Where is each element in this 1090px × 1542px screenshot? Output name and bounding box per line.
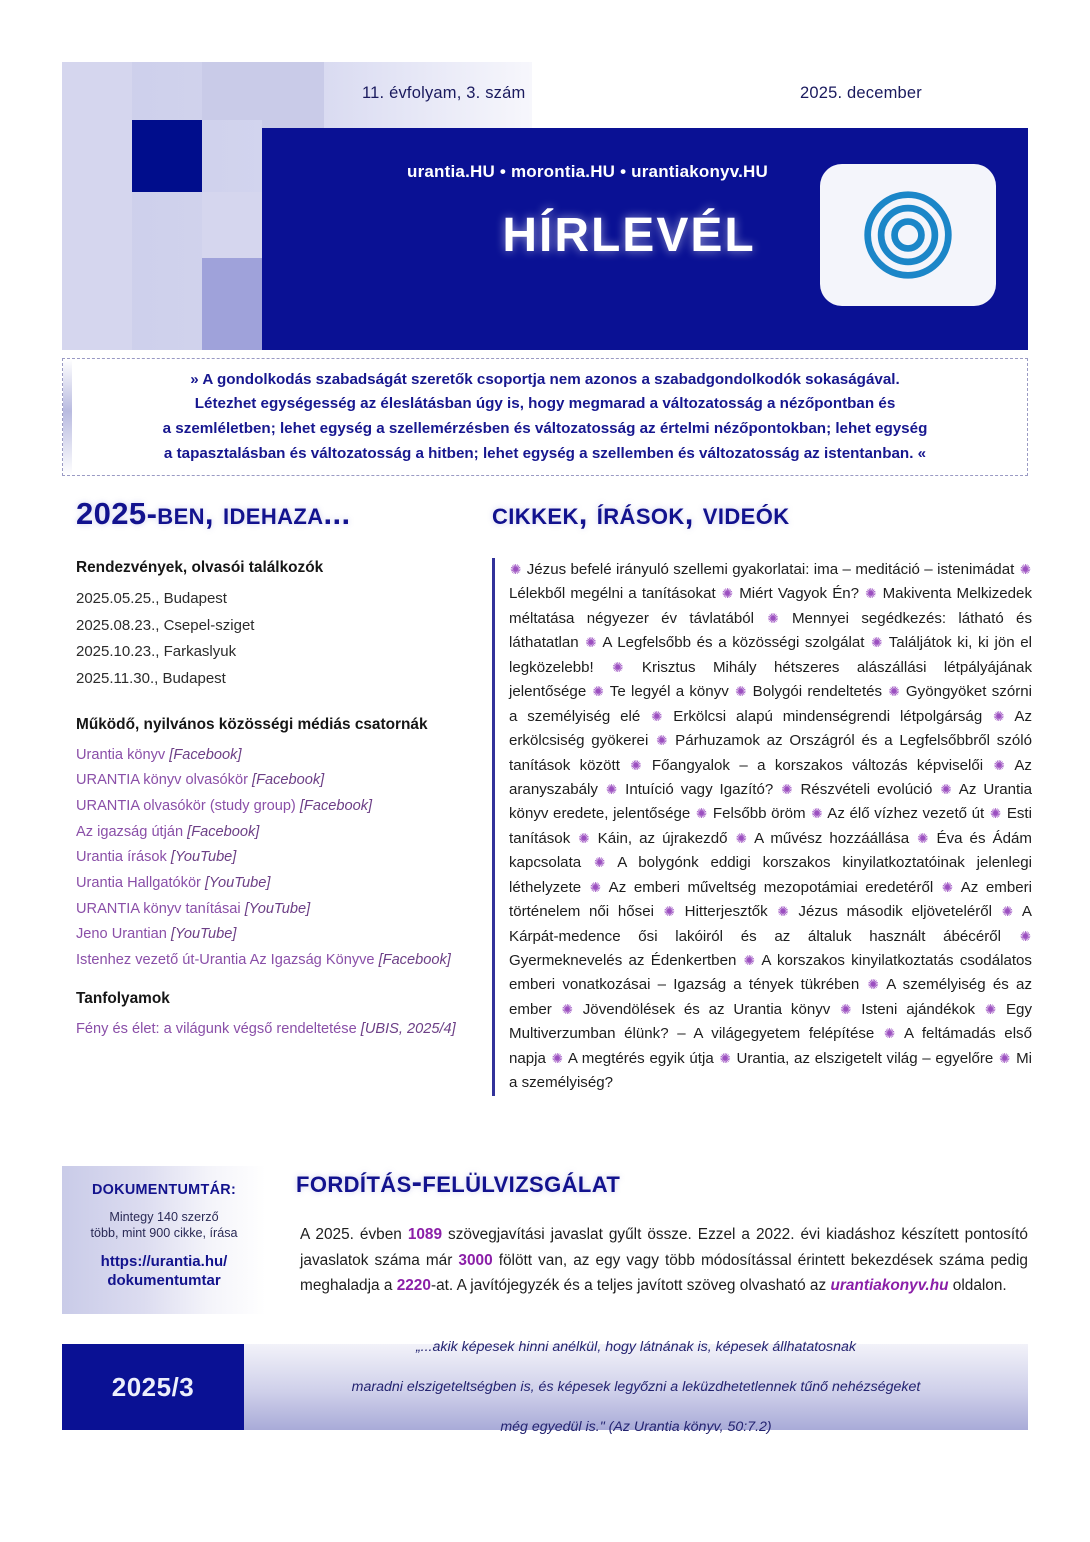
quote-banner-text (95, 368, 995, 467)
flower-bullet-icon: ✺ (589, 879, 601, 895)
revision-text: oldalon. (948, 1277, 1007, 1295)
flower-bullet-icon: ✺ (651, 708, 663, 724)
article-item[interactable]: Miért Vagyok Én? (734, 585, 865, 603)
issue-line (362, 84, 922, 103)
concentric-rings-logo-icon (860, 187, 956, 283)
channel-name: Urantia írások (76, 849, 167, 866)
document-archive-url-line: https://urantia.hu/ (100, 1253, 228, 1271)
article-item[interactable]: Te legyél a könyv (604, 683, 735, 701)
flower-bullet-icon: ✺ (585, 635, 597, 651)
article-item[interactable]: A bolygónk eddigi korszakos kinyilatkoztatóinak jelenlegi léthelyzete (509, 854, 1032, 896)
article-item[interactable]: A Legfelsőbb és a közösségi szolgálat (597, 634, 871, 652)
flower-bullet-icon: ✺ (551, 1050, 563, 1066)
flower-bullet-icon: ✺ (735, 684, 747, 700)
quote-line: a tapasztalásban és változatosság a hitben; lehet egység a szellemben és változatosság az istentanban. « (163, 444, 927, 462)
article-item[interactable]: Mennyei segédkezés: látható és láthatatlan (509, 609, 1032, 652)
flower-bullet-icon: ✺ (941, 879, 954, 895)
flower-bullet-icon: ✺ (871, 635, 883, 651)
quote-line: Létezhet egységesség az éleslátásban úgy is, hogy megmarad a változatosság a nézőpontban és (194, 395, 896, 413)
course-link[interactable] (76, 1017, 466, 1043)
masthead (62, 62, 1028, 350)
flower-bullet-icon: ✺ (612, 659, 624, 675)
articles-list (492, 558, 1032, 1096)
course-platform: [UBIS, 2025/4] (360, 1020, 456, 1037)
flower-bullet-icon: ✺ (984, 1001, 997, 1017)
channel-link[interactable] (76, 948, 466, 974)
article-item[interactable]: A személyiség és az ember (509, 976, 1032, 1018)
channel-name: URANTIA könyv tanításai (76, 900, 241, 917)
article-item[interactable]: Esti tanítások (509, 805, 1032, 847)
article-item[interactable]: Jézus befelé irányuló szellemi gyakorlatai: ima – meditáció – istenimádat (522, 561, 1019, 578)
page-title: hírlevél (502, 190, 756, 266)
footer-quote-text (316, 1337, 957, 1438)
events-heading: Rendezvények, olvasói találkozók (76, 559, 324, 576)
channel-name: Istenhez vezető út-Urantia Az Igazság Könyve (76, 952, 375, 969)
article-item[interactable]: Gyermeknevelés az Édenkertben (509, 952, 743, 969)
footer-quote-line: „...akik képesek hinni anélkül, hogy látnának is, képesek állhatatosnak (415, 1338, 857, 1355)
channel-platform: [Facebook] (169, 746, 242, 763)
document-archive-title: DOKUMENTUMTÁR: (91, 1182, 237, 1198)
left-column (76, 496, 466, 1043)
flower-bullet-icon: ✺ (917, 830, 929, 846)
flower-bullet-icon: ✺ (605, 781, 618, 797)
article-item[interactable]: Egy Multiverzumban élünk? – A világegyetem felépítése (509, 1000, 1032, 1043)
article-item[interactable]: A feltámadás első napja (509, 1025, 1032, 1067)
article-item[interactable]: Urantia, az elszigetelt világ – egyelőre (731, 1049, 999, 1067)
channel-platform: [Facebook] (252, 772, 325, 789)
flower-bullet-icon: ✺ (721, 586, 734, 602)
article-item[interactable]: Bolygói rendeltetés (747, 683, 888, 701)
flower-bullet-icon: ✺ (593, 855, 606, 871)
mosaic-square-lavender-5 (202, 192, 264, 258)
document-archive-url-line: dokumentumtar (107, 1271, 221, 1289)
channel-name: Urantia könyv (76, 746, 166, 763)
channel-link[interactable] (76, 820, 466, 846)
sites-line: urantia.HU • morontia.HU • urantiakonyv.HU (407, 162, 768, 181)
channel-name: Urantia Hallgatókör (76, 875, 201, 892)
revision-text: szövegjavítási javaslat gyűlt össze. Ezzel a 2022. évi kiadáshoz készített pontosító javaslatok száma már (300, 1226, 1028, 1269)
article-item[interactable]: Makiventa Melkizedek méltatása négyezer év távlatából (509, 585, 1032, 627)
flower-bullet-icon: ✺ (999, 1050, 1011, 1066)
event-item: 2025.10.23., Farkaslyuk (76, 643, 237, 661)
flower-bullet-icon: ✺ (888, 684, 900, 700)
channel-link[interactable] (76, 897, 466, 923)
article-item[interactable]: Lélekből megélni a tanításokat (509, 585, 721, 603)
mosaic-square-lavender-2 (202, 62, 262, 120)
quote-banner (62, 358, 1028, 476)
flower-bullet-icon: ✺ (840, 1001, 852, 1017)
article-item[interactable]: Isteni ajándékok (852, 1000, 984, 1018)
footer-quote-line: maradni elszigeteltségben is, és képesek legyőzni a leküzdhetetlennek tűnő nehézségeket (351, 1378, 921, 1395)
flower-bullet-icon: ✺ (993, 757, 1005, 773)
article-item[interactable]: Gyöngyöket szórni a személyiség elé (509, 683, 1033, 725)
courses-heading: Tanfolyamok (76, 989, 170, 1007)
channel-name: URANTIA könyv olvasókör (76, 772, 248, 789)
revision-text: A 2025. évben (300, 1226, 408, 1243)
revision-text: fölött van, az egy vagy több módosítással érintett bekezdések száma pedig meghaladja a (300, 1251, 1028, 1295)
article-item[interactable]: Jézus második eljöveteléről (789, 903, 1001, 921)
mosaic-square-mid-3 (202, 258, 264, 350)
flower-bullet-icon: ✺ (719, 1050, 731, 1066)
revision-number: 3000 (458, 1251, 493, 1269)
revision-title: fordítás-felülvizsgálat (296, 1164, 621, 1199)
flower-bullet-icon: ✺ (1019, 928, 1031, 944)
channel-link[interactable] (76, 743, 466, 769)
article-item[interactable]: Az aranyszabály (509, 756, 1032, 798)
footer (62, 1338, 1028, 1436)
document-archive-subtitle-line: több, mint 900 cikke, írása (90, 1226, 238, 1241)
revision-text: -at. A javítójegyzék és a teljes javított szöveg olvasható az (430, 1277, 831, 1295)
revision-body (300, 1222, 1028, 1299)
channel-platform: [YouTube] (244, 900, 311, 917)
channel-platform: [Facebook] (299, 798, 373, 815)
flower-bullet-icon: ✺ (656, 733, 668, 749)
channel-platform: [YouTube] (170, 926, 237, 943)
article-item[interactable]: Káin, az újrakezdő (590, 829, 735, 847)
flower-bullet-icon: ✺ (777, 904, 789, 920)
flower-bullet-icon: ✺ (630, 757, 642, 773)
issue-date: 2025. december (799, 84, 922, 102)
flower-bullet-icon: ✺ (993, 708, 1005, 724)
article-item[interactable]: Mi a személyiség? (509, 1049, 1033, 1092)
document-archive-subtitle-line: Mintegy 140 szerző (109, 1210, 219, 1224)
event-item: 2025.11.30., Budapest (76, 670, 226, 688)
article-item[interactable]: Intuíció vagy Igazító? (618, 780, 781, 798)
flower-bullet-icon: ✺ (510, 562, 522, 577)
flower-bullet-icon: ✺ (1019, 562, 1031, 577)
channel-link[interactable] (76, 845, 466, 871)
flower-bullet-icon: ✺ (1001, 904, 1014, 920)
quote-line: » A gondolkodás szabadságát szeretők csoportja nem azonos a szabadgondolkodók sokaságával. (190, 370, 900, 388)
right-column (492, 496, 1032, 1096)
footer-quote (244, 1338, 1028, 1436)
footer-quote-line: még egyedül is." (Az Urantia könyv, 50:7.2) (500, 1419, 772, 1436)
document-archive-box (62, 1166, 266, 1314)
flower-bullet-icon: ✺ (695, 806, 708, 822)
article-item[interactable]: Krisztus Mihály hétszeres alászállási létpályájának jelentősége (509, 658, 1033, 701)
channel-name: Az igazság útján (76, 823, 184, 840)
article-item[interactable]: A korszakos kinyilatkoztatás csodálatos emberi vonatkozásai – Igazság a tények tükrében (509, 952, 1032, 994)
flower-bullet-icon: ✺ (811, 806, 823, 822)
article-item[interactable]: Jövendölések és az Urantia könyv (573, 1000, 840, 1018)
volume-issue: 11. évfolyam, 3. szám (362, 84, 526, 102)
flower-bullet-icon: ✺ (743, 953, 755, 968)
article-item[interactable]: Az erkölcsiség gyökerei (509, 707, 1032, 750)
article-item[interactable]: Az Urantia könyv eredete, jelentősége (509, 780, 1032, 823)
article-item[interactable]: A megtérés egyik útja (563, 1049, 719, 1067)
channel-platform: [Facebook] (378, 952, 451, 969)
channel-name: Jeno Urantian (76, 926, 167, 943)
flower-bullet-icon: ✺ (561, 1001, 573, 1017)
left-column-title: 2025-ben, idehaza... (76, 496, 351, 531)
flower-bullet-icon: ✺ (989, 806, 1002, 822)
channel-platform: [YouTube] (170, 849, 237, 866)
article-item[interactable]: Hitterjesztők (675, 903, 777, 921)
channels-heading: Működő, nyilvános közösségi médiás csatornák (76, 715, 428, 733)
flower-bullet-icon: ✺ (735, 830, 747, 846)
flower-bullet-icon: ✺ (767, 610, 779, 626)
flower-bullet-icon: ✺ (883, 1026, 896, 1042)
flower-bullet-icon: ✺ (940, 781, 952, 797)
mosaic-square-navy-1 (132, 120, 202, 192)
footer-issue-badge: 2025/3 (62, 1344, 244, 1430)
flower-bullet-icon: ✺ (578, 830, 590, 846)
article-item[interactable]: Részvételi evolúció (793, 780, 940, 798)
event-item: 2025.08.23., Csepel-sziget (76, 616, 255, 634)
logo-tile (820, 164, 996, 306)
revision-number: 2220 (396, 1277, 431, 1295)
channel-link[interactable] (76, 871, 466, 897)
article-item[interactable]: Az emberi történelem női hősei (509, 878, 1032, 921)
mosaic-square-lavender-3 (262, 62, 324, 128)
flower-bullet-icon: ✺ (865, 586, 877, 602)
course-name: Fény és élet: a világunk végső rendeltetése (76, 1020, 357, 1037)
article-item[interactable]: Erkölcsi alapú mindenségrendi létpolgárság (663, 707, 993, 725)
channel-link[interactable] (76, 794, 466, 820)
revision-site-link[interactable]: urantiakonyv.hu (830, 1277, 949, 1295)
quote-line: a szemléletben; lehet egység a szellemérzésben és változatosság az értelmi nézőpontokban; lehet egység (162, 420, 928, 437)
channel-link[interactable] (76, 768, 466, 794)
flower-bullet-icon: ✺ (592, 684, 604, 700)
article-item[interactable]: Főangyalok – a korszakos változás képviselői (642, 756, 993, 774)
article-item[interactable]: Éva és Ádám kapcsolata (509, 829, 1032, 872)
article-item[interactable]: Az élő vízhez vezető út (823, 805, 989, 823)
right-column-title: cikkek, írások, videók (492, 496, 790, 531)
revision-number: 1089 (407, 1226, 443, 1243)
mosaic-square-lavender-1 (62, 62, 132, 350)
article-item[interactable]: Találjátok ki, ki jön el legközelebb! (509, 634, 1032, 676)
flower-bullet-icon: ✺ (867, 977, 879, 993)
document-archive-url[interactable] (62, 1253, 266, 1290)
article-item[interactable]: A művész hozzáállása (747, 829, 917, 847)
article-item[interactable]: Felsőbb öröm (708, 805, 811, 823)
channel-platform: [Facebook] (187, 823, 260, 840)
article-item[interactable]: Párhuzamok az Országról és a Legfelsőbbről szóló tanítások között (509, 732, 1033, 774)
channel-name: URANTIA olvasókör (study group) (76, 798, 296, 815)
channel-platform: [YouTube] (204, 875, 271, 892)
document-archive-subtitle (62, 1209, 266, 1241)
flower-bullet-icon: ✺ (663, 904, 675, 920)
event-item: 2025.05.25., Budapest (76, 590, 227, 608)
article-item[interactable]: A Kárpát-medence ősi lakóiról és az általuk használt ábécéről (509, 903, 1032, 945)
flower-bullet-icon: ✺ (781, 781, 793, 797)
article-item[interactable]: Az emberi műveltség mezopotámiai eredetéről (602, 878, 941, 896)
channel-link[interactable] (76, 922, 466, 948)
